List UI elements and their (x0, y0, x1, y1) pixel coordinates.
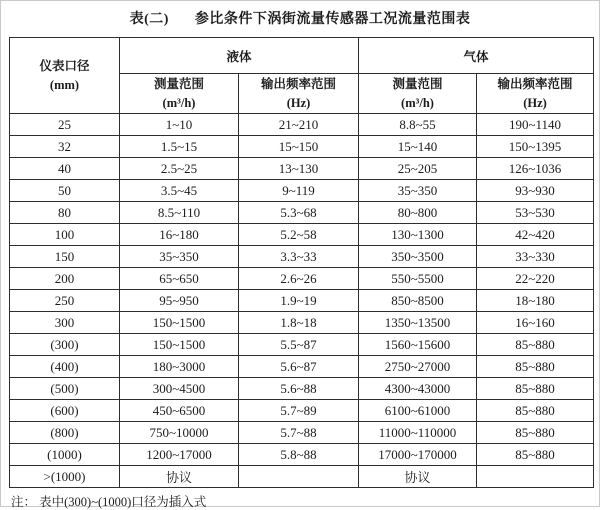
table-row (10, 290, 594, 312)
table-row (10, 422, 594, 444)
cell-diameter: 250 (10, 290, 120, 312)
cell-liquid-output-frequency: 5.8~88 (239, 444, 359, 466)
cell-gas-measure-range: 8.8~55 (359, 114, 477, 136)
table-row (10, 334, 594, 356)
table-row (10, 312, 594, 334)
header-liquid: 液体 (120, 38, 359, 74)
cell-liquid-measure-range: 180~3000 (120, 356, 239, 378)
cell-gas-measure-range: 1350~13500 (359, 312, 477, 334)
cell-gas-output-frequency: 85~880 (477, 334, 594, 356)
header-liquid-output-frequency (239, 74, 359, 114)
cell-gas-measure-range: 15~140 (359, 136, 477, 158)
table-row (10, 444, 594, 466)
header-gas-measure-range-label: 测量范围 (392, 76, 443, 91)
cell-liquid-measure-range: 95~950 (120, 290, 239, 312)
header-liquid-measure-range (120, 74, 239, 114)
cell-diameter: 100 (10, 224, 120, 246)
cell-gas-output-frequency: 126~1036 (477, 158, 594, 180)
cell-gas-measure-range: 6100~61000 (359, 400, 477, 422)
cell-gas-output-frequency: 22~220 (477, 268, 594, 290)
table-row (10, 158, 594, 180)
cell-gas-measure-range: 11000~110000 (359, 422, 477, 444)
cell-liquid-output-frequency: 5.6~88 (239, 378, 359, 400)
cell-gas-output-frequency: 16~160 (477, 312, 594, 334)
header-meter-diameter-label: 仪表口径 (39, 58, 90, 73)
cell-diameter: 200 (10, 268, 120, 290)
cell-diameter: (1000) (10, 444, 120, 466)
cell-liquid-measure-range: 2.5~25 (120, 158, 239, 180)
cell-gas-output-frequency: 85~880 (477, 444, 594, 466)
document-page (1, 8, 599, 510)
cell-liquid-output-frequency: 5.7~88 (239, 422, 359, 444)
cell-diameter: 80 (10, 202, 120, 224)
cell-diameter: (500) (10, 378, 120, 400)
cell-diameter: (300) (10, 334, 120, 356)
cell-liquid-output-frequency: 21~210 (239, 114, 359, 136)
cell-liquid-measure-range: 3.5~45 (120, 180, 239, 202)
cell-gas-measure-range: 17000~170000 (359, 444, 477, 466)
cell-gas-measure-range: 80~800 (359, 202, 477, 224)
cell-diameter: 40 (10, 158, 120, 180)
table-body (10, 114, 594, 488)
header-gas-output-frequency-label: 输出频率范围 (497, 76, 573, 91)
cell-diameter: (800) (10, 422, 120, 444)
cell-liquid-measure-range: 750~10000 (120, 422, 239, 444)
cell-gas-measure-range: 850~8500 (359, 290, 477, 312)
cell-gas-output-frequency: 42~420 (477, 224, 594, 246)
cell-diameter: 32 (10, 136, 120, 158)
cell-gas-measure-range: 130~1300 (359, 224, 477, 246)
table-row (10, 246, 594, 268)
cell-liquid-output-frequency: 3.3~33 (239, 246, 359, 268)
flow-range-table (9, 37, 594, 488)
cell-liquid-measure-range: 1200~17000 (120, 444, 239, 466)
header-meter-diameter-unit: (mm) (49, 77, 80, 92)
cell-liquid-output-frequency: 5.3~68 (239, 202, 359, 224)
header-meter-diameter (10, 38, 120, 114)
cell-diameter: 150 (10, 246, 120, 268)
table-row (10, 202, 594, 224)
cell-gas-output-frequency: 18~180 (477, 290, 594, 312)
cell-gas-measure-range: 350~3500 (359, 246, 477, 268)
cell-liquid-output-frequency: 5.6~87 (239, 356, 359, 378)
table-row (10, 224, 594, 246)
cell-liquid-output-frequency: 2.6~26 (239, 268, 359, 290)
cell-liquid-measure-range: 8.5~110 (120, 202, 239, 224)
header-liquid-measure-range-unit: (m³/h) (162, 95, 196, 110)
cell-liquid-output-frequency (239, 466, 359, 488)
table-row (10, 466, 594, 488)
cell-gas-output-frequency: 150~1395 (477, 136, 594, 158)
cell-liquid-measure-range: 35~350 (120, 246, 239, 268)
table-row (10, 356, 594, 378)
cell-liquid-measure-range: 300~4500 (120, 378, 239, 400)
table-row (10, 136, 594, 158)
cell-gas-output-frequency: 85~880 (477, 422, 594, 444)
cell-gas-measure-range: 协议 (359, 466, 477, 488)
cell-liquid-output-frequency: 9~119 (239, 180, 359, 202)
table-note: 注： 表中(300)~(1000)口径为插入式 (11, 495, 207, 509)
cell-diameter: 300 (10, 312, 120, 334)
cell-gas-output-frequency: 85~880 (477, 378, 594, 400)
table-row (10, 378, 594, 400)
cell-liquid-measure-range: 16~180 (120, 224, 239, 246)
cell-gas-measure-range: 35~350 (359, 180, 477, 202)
cell-liquid-output-frequency: 5.5~87 (239, 334, 359, 356)
cell-liquid-measure-range: 450~6500 (120, 400, 239, 422)
cell-diameter: 50 (10, 180, 120, 202)
table-row (10, 400, 594, 422)
page-title (1, 8, 599, 28)
cell-diameter: (400) (10, 356, 120, 378)
cell-liquid-measure-range: 1~10 (120, 114, 239, 136)
header-liquid-output-frequency-label: 输出频率范围 (261, 76, 337, 91)
table-row (10, 114, 594, 136)
cell-liquid-measure-range: 150~1500 (120, 334, 239, 356)
cell-liquid-measure-range: 65~650 (120, 268, 239, 290)
cell-gas-measure-range: 2750~27000 (359, 356, 477, 378)
cell-diameter: >(1000) (10, 466, 120, 488)
cell-liquid-measure-range: 协议 (120, 466, 239, 488)
cell-diameter: 25 (10, 114, 120, 136)
cell-liquid-measure-range: 1.5~15 (120, 136, 239, 158)
title-text: 参比条件下涡街流量传感器工况流量范围表 (194, 12, 471, 27)
cell-liquid-output-frequency: 1.9~19 (239, 290, 359, 312)
cell-liquid-output-frequency: 5.2~58 (239, 224, 359, 246)
header-gas-output-frequency-unit: (Hz) (523, 95, 547, 110)
cell-gas-measure-range: 25~205 (359, 158, 477, 180)
cell-gas-output-frequency: 85~880 (477, 356, 594, 378)
table-row (10, 268, 594, 290)
cell-gas-output-frequency (477, 466, 594, 488)
title-label: 表(二) (129, 12, 169, 27)
cell-liquid-output-frequency: 13~130 (239, 158, 359, 180)
header-gas-measure-range-unit: (m³/h) (401, 95, 434, 110)
header-gas-measure-range (359, 74, 477, 114)
header-group-row (10, 38, 594, 74)
cell-gas-output-frequency: 53~530 (477, 202, 594, 224)
cell-gas-output-frequency: 93~930 (477, 180, 594, 202)
cell-gas-measure-range: 550~5500 (359, 268, 477, 290)
cell-liquid-measure-range: 150~1500 (120, 312, 239, 334)
cell-gas-measure-range: 1560~15600 (359, 334, 477, 356)
cell-gas-output-frequency: 33~330 (477, 246, 594, 268)
cell-diameter: (600) (10, 400, 120, 422)
header-liquid-output-frequency-unit: (Hz) (286, 95, 311, 110)
cell-gas-output-frequency: 190~1140 (477, 114, 594, 136)
cell-liquid-output-frequency: 15~150 (239, 136, 359, 158)
header-gas-output-frequency (477, 74, 594, 114)
table-row (10, 180, 594, 202)
cell-gas-output-frequency: 85~880 (477, 400, 594, 422)
cell-liquid-output-frequency: 1.8~18 (239, 312, 359, 334)
header-gas: 气体 (359, 38, 594, 74)
cell-gas-measure-range: 4300~43000 (359, 378, 477, 400)
header-liquid-measure-range-label: 测量范围 (153, 76, 204, 91)
cell-liquid-output-frequency: 5.7~89 (239, 400, 359, 422)
